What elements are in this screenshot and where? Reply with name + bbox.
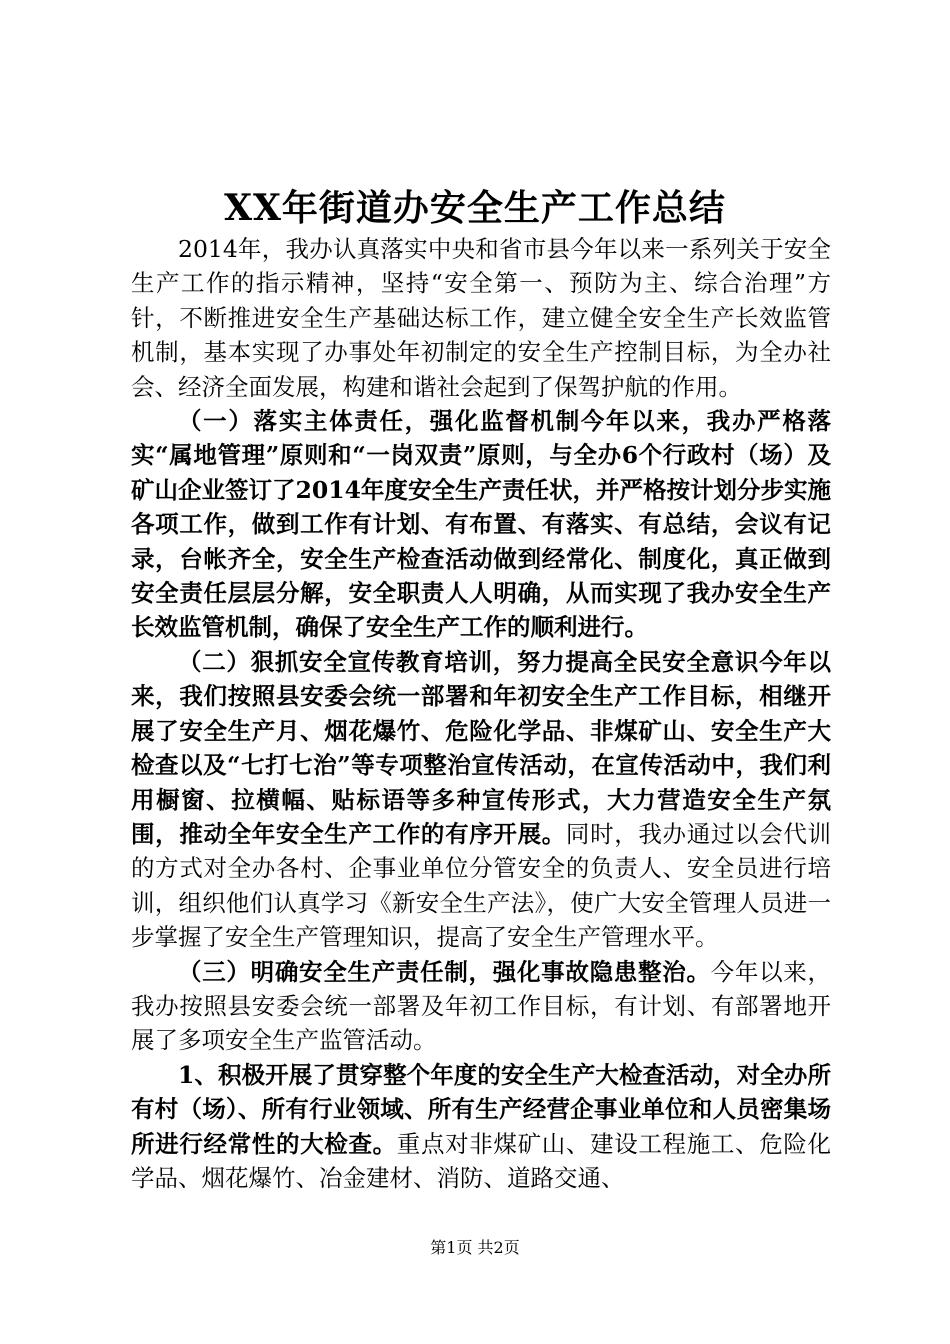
paragraph-section-2 <box>131 645 831 955</box>
paragraph-item-1 <box>131 1058 831 1196</box>
document-body <box>131 232 831 1195</box>
document-title: XX年街道办安全生产工作总结 <box>224 187 726 229</box>
paragraph-section-3 <box>131 955 831 1058</box>
paragraph-section-3-text: 今年以来，我办按照县安委会统一部署及年初工作目标，有计划、有部署地开展了多项安全生产监管活动。 <box>131 957 832 1055</box>
paragraph-section-1 <box>131 404 831 645</box>
paragraph-intro-text: 2014年，我办认真落实中央和省市县今年以来一系列关于安全生产工作的指示精神，坚持“安全第一、预防为主、综合治理”方针，不断推进安全生产基础达标工作，建立健全安全生产长效监管机制，基本实现了办事处年初制定的安全生产控制目标，为全办社会、经济全面发展，构建和谐社会起到了保驾护航的作用。 <box>131 235 831 401</box>
paragraph-section-2-text: 同时，我办通过以会代训的方式对全办各村、企事业单位分管安全的负责人、安全员进行培训，组织他们认真学习《新安全生产法》，使广大安全管理人员进一步掌握了安全生产管理知识，提高了安全生产管理水平。 <box>131 819 832 952</box>
paragraph-section-3-bold: （三）明确安全生产责任制，强化事故隐患整治。 <box>178 957 711 986</box>
page-footer: 第1页 共2页 <box>430 1238 520 1257</box>
paragraph-section-2-bold: （二）狠抓安全宣传教育培训，努力提高全民安全意识今年以来，我们按照县安委会统一部署和年初安全生产工作目标，相继开展了安全生产月、烟花爆竹、危险化学品、非煤矿山、安全生产大检查以及“七打七治”等专项整治宣传活动，在宣传活动中，我们利用橱窗、拉横幅、贴标语等多种宣传形式，大力营造安全生产氛围，推动全年安全生产工作的有序开展。 <box>131 647 831 848</box>
paragraph-section-1-bold: （一）落实主体责任，强化监督机制今年以来，我办严格落实“属地管理”原则和“一岗双责”原则，与全办6个行政村（场）及矿山企业签订了2014年度安全生产责任状，并严格按计划分步实施各项工作，做到工作有计划、有布置、有落实、有总结，会议有记录，台帐齐全，安全生产检查活动做到经常化、制度化，真正做到安全责任层层分解，安全职责人人明确，从而实现了我办安全生产长效监管机制，确保了安全生产工作的顺利进行。 <box>131 407 831 642</box>
paragraph-item-1-text: 重点对非煤矿山、建设工程施工、危险化学品、烟花爆竹、冶金建材、消防、道路交通、 <box>131 1129 832 1192</box>
paragraph-item-1-bold: 1、积极开展了贯穿整个年度的安全生产大检查活动，对全办所有村（场）、所有行业领域、所有生产经营企事业单位和人员密集场所进行经常性的大检查。 <box>131 1060 831 1158</box>
paragraph-intro <box>131 232 831 404</box>
